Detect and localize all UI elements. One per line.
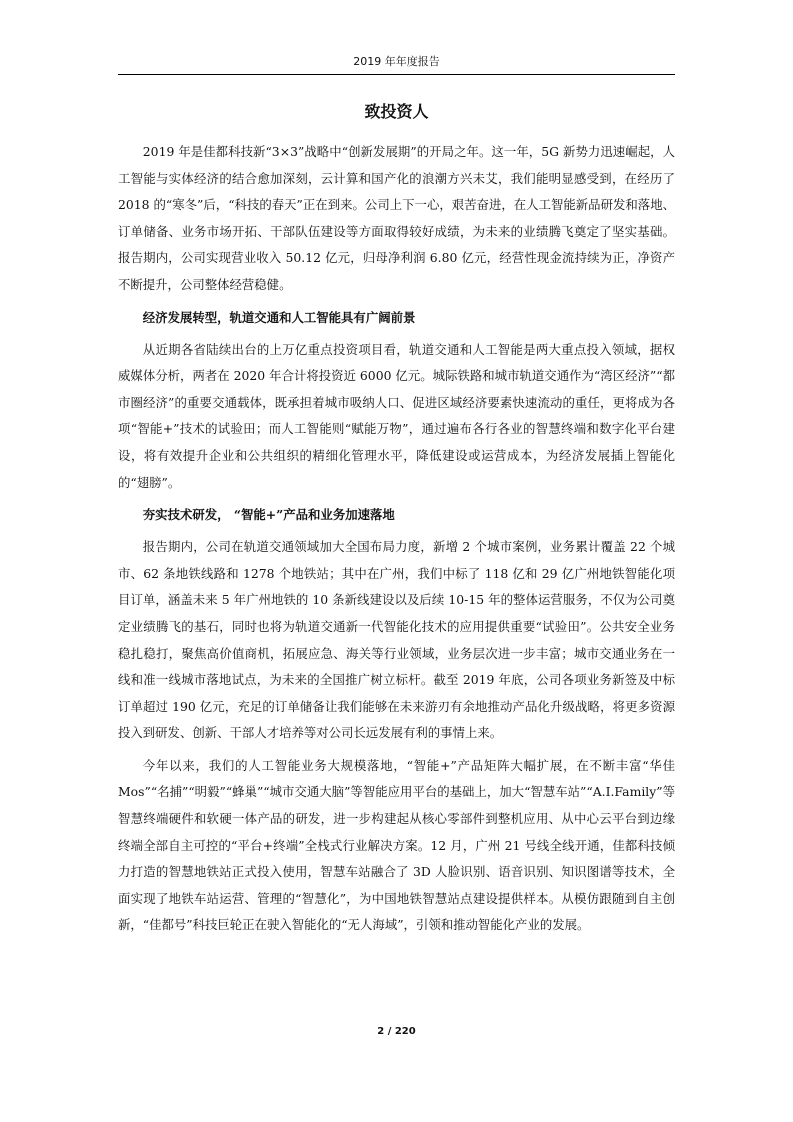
section-heading-technology: 夯实技术研发， “智能+”产品和业务加速落地 [142, 507, 395, 523]
document-body [118, 139, 675, 945]
paragraph-business: 报告期内，公司在轨道交通领域加大全国布局力度，新增 2 个城市案例，业务累计覆盖 22 个城市、62 条地铁线路和 1278 个地铁站；其中在广州，我们中标了 118 亿和 29 亿广州地铁智能化项目订单，涵盖未来 5 年广州地铁的 10 条新线建设以及后续 10-15 年的整体运营服务，不仅为公司奠定业绩腾飞的基石，同时也将为轨道交通新一代智能化技术的应用提供重要“试验田”。公共安全业务稳扎稳打，聚焦高价值商机，拓展应急、海关等行业领域，业务层次进一步丰富；城市交通业务在一线和准一线城市落地试点，为未来的全国推广树立标杆。截至 2019 年底，公司各项业务新签及中标订单超过 190 亿元，充足的订单储备让我们能够在未来游刃有余地推动产品化升级战略，将更多资源投入到研发、创新、干部人才培养等对公司长远发展有利的事情上来。 [118, 539, 675, 741]
paragraph-intro: 2019 年是佳都科技新“3×3”战略中“创新发展期”的开局之年。这一年，5G 新势力迅速崛起，人工智能与实体经济的结合愈加深刻，云计算和国产化的浪潮方兴未艾，我们能明显感受到，在经历了 2018 的“寒冬”后，“科技的春天”正在到来。公司上下一心，艰苦奋进，在人工智能新品研发和落地、订单储备、业务市场开拓、干部队伍建设等方面取得较好成绩，为未来的业绩腾飞奠定了坚实基础。报告期内，公司实现营业收入 50.12 亿元，归母净利润 6.80 亿元，经营性现金流持续为正，净资产不断提升，公司整体经营稳健。 [118, 144, 675, 292]
paragraph-economy: 从近期各省陆续出台的上万亿重点投资项目看，轨道交通和人工智能是两大重点投入领域，据权威媒体分析，两者在 2020 年合计将投资近 6000 亿元。城际铁路和城市轨道交通作为“湾区经济”“都市圈经济”的重要交通载体，既承担着城市吸纳人口、促进区域经济要素快速流动的重任，更将成为各项“智能+”技术的试验田；而人工智能则“赋能万物”，通过遍布各行各业的智慧终端和数字化平台建设，将有效提升企业和公共组织的精细化管理水平，降低建设或运营成本，为经济发展插上智能化的“翅膀”。 [118, 341, 675, 490]
header-rule [118, 74, 675, 75]
paragraph-ai-products: 今年以来，我们的人工智能业务大规模落地，“智能+”产品矩阵大幅扩展，在不断丰富“华佳 Mos”“名捕”“明毅”“蜂巢”“城市交通大脑”等智能应用平台的基础上，加大“智慧车站”“A.I.Family”等智慧终端硬件和软硬一体产品的研发，进一步构建起从核心零部件到整机应用、从中心云平台到边缘终端全部自主可控的“平台+终端”全栈式行业解决方案。12 月，广州 21 号线全线开通，佳都科技倾力打造的智慧地铁站正式投入使用，智慧车站融合了 3D 人脸识别、语音识别、知识图谱等技术，全面实现了地铁车站运营、管理的“智慧化”，为中国地铁智慧站点建设提供样本。从模仿跟随到自主创新，“佳都号”科技巨轮正在驶入智能化的“无人海域”，引领和推动智能化产业的发展。 [118, 757, 675, 933]
page-number: 2 / 220 [377, 1026, 416, 1037]
section-heading-economy: 经济发展转型，轨道交通和人工智能具有广阔前景 [142, 309, 416, 325]
document-title: 致投资人 [364, 102, 429, 121]
page-header: 2019 年年度报告 [353, 55, 440, 68]
